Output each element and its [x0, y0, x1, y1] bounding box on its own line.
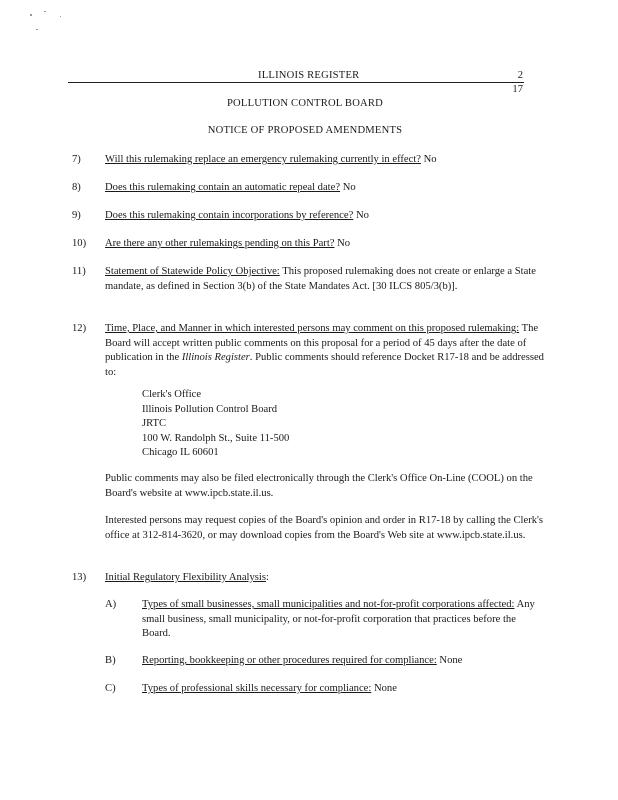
item-number: 12) [72, 323, 87, 334]
subitem-text: None [439, 655, 463, 666]
item-number: 8) [72, 182, 81, 193]
item-number: 9) [72, 210, 81, 221]
subitem-text: None [373, 683, 397, 694]
item-number: 7) [72, 154, 81, 165]
address-line: Chicago IL 60601 [142, 447, 219, 458]
item-number: 13) [72, 572, 87, 583]
notice-title: NOTICE OF PROPOSED AMENDMENTS [207, 125, 403, 136]
address-line: 100 W. Randolph St., Suite 11-500 [142, 432, 290, 444]
item-answer: No [342, 182, 356, 193]
agency-title: POLLUTION CONTROL BOARD [226, 98, 384, 109]
mailing-address [142, 388, 289, 461]
register-title: ILLINOIS REGISTER [258, 70, 360, 81]
item-question: Are there any other rulemakings pending on this Part? [105, 238, 335, 249]
item-heading: Statement of Statewide Policy Objective: [105, 266, 280, 277]
subitem-letter: C) [105, 683, 116, 694]
page-number: 2 [517, 70, 523, 81]
subitem-text: Any small business, small municipality, or not-for-profit corporation that practices before the Board. [142, 599, 535, 639]
address-line: Clerk's Office [142, 389, 202, 400]
scan-specks [30, 10, 80, 35]
header-rule [68, 82, 524, 83]
item-question: Does this rulemaking contain incorporations by reference? [105, 210, 354, 221]
item-question: Will this rulemaking replace an emergency rulemaking currently in effect? [105, 154, 421, 165]
item-heading: Time, Place, and Manner in which interested persons may comment on this proposed rulemaking: [105, 323, 520, 334]
subitem-letter: A) [105, 599, 117, 610]
item-answer: No [337, 238, 351, 249]
copies-paragraph: Interested persons may request copies of the Board's opinion and order in R17-18 by calling the Clerk's office at 312-814-3620, or may download copies from the Board's Web site at www.ipcb.state.il.us. [105, 515, 544, 541]
address-line: Illinois Pollution Control Board [142, 403, 278, 415]
subitem-heading: Types of small businesses, small municipalities and not-for-profit corporations affected: [142, 599, 515, 610]
item-text: This proposed rulemaking does not create or enlarge a State mandate, as defined in Section 3(b) of the State Mandates Act. [30 ILCS 805/3(b)]. [105, 266, 536, 292]
item-number: 11) [72, 266, 86, 277]
electronic-comments-paragraph: Public comments may also be filed electronically through the Clerk's Office On-Line (COOL) on the Board's website at www.ipcb.state.il.us. [105, 473, 533, 499]
subitem-heading: Reporting, bookkeeping or other procedures required for compliance: [142, 655, 437, 666]
subitem-letter: B) [105, 655, 116, 666]
item-answer: No [423, 154, 437, 165]
item-question: Does this rulemaking contain an automatic repeal date? [105, 182, 341, 193]
address-line: JRTC [142, 418, 167, 429]
item-text: The Board will accept written public comments on this proposal for a period of 45 days after the date of publication in the [105, 323, 539, 363]
issue-number: 17 [512, 84, 523, 95]
subitem-heading: Types of professional skills necessary for compliance: [142, 683, 372, 694]
item-number: 10) [72, 238, 87, 249]
item-answer: No [355, 210, 369, 221]
item-heading-colon: : [265, 572, 269, 583]
item-heading: Initial Regulatory Flexibility Analysis [105, 572, 266, 583]
publication-name: Illinois Register [181, 352, 250, 363]
item-text-after: . Public comments should reference Docket R17-18 and be addressed to: [105, 352, 544, 378]
